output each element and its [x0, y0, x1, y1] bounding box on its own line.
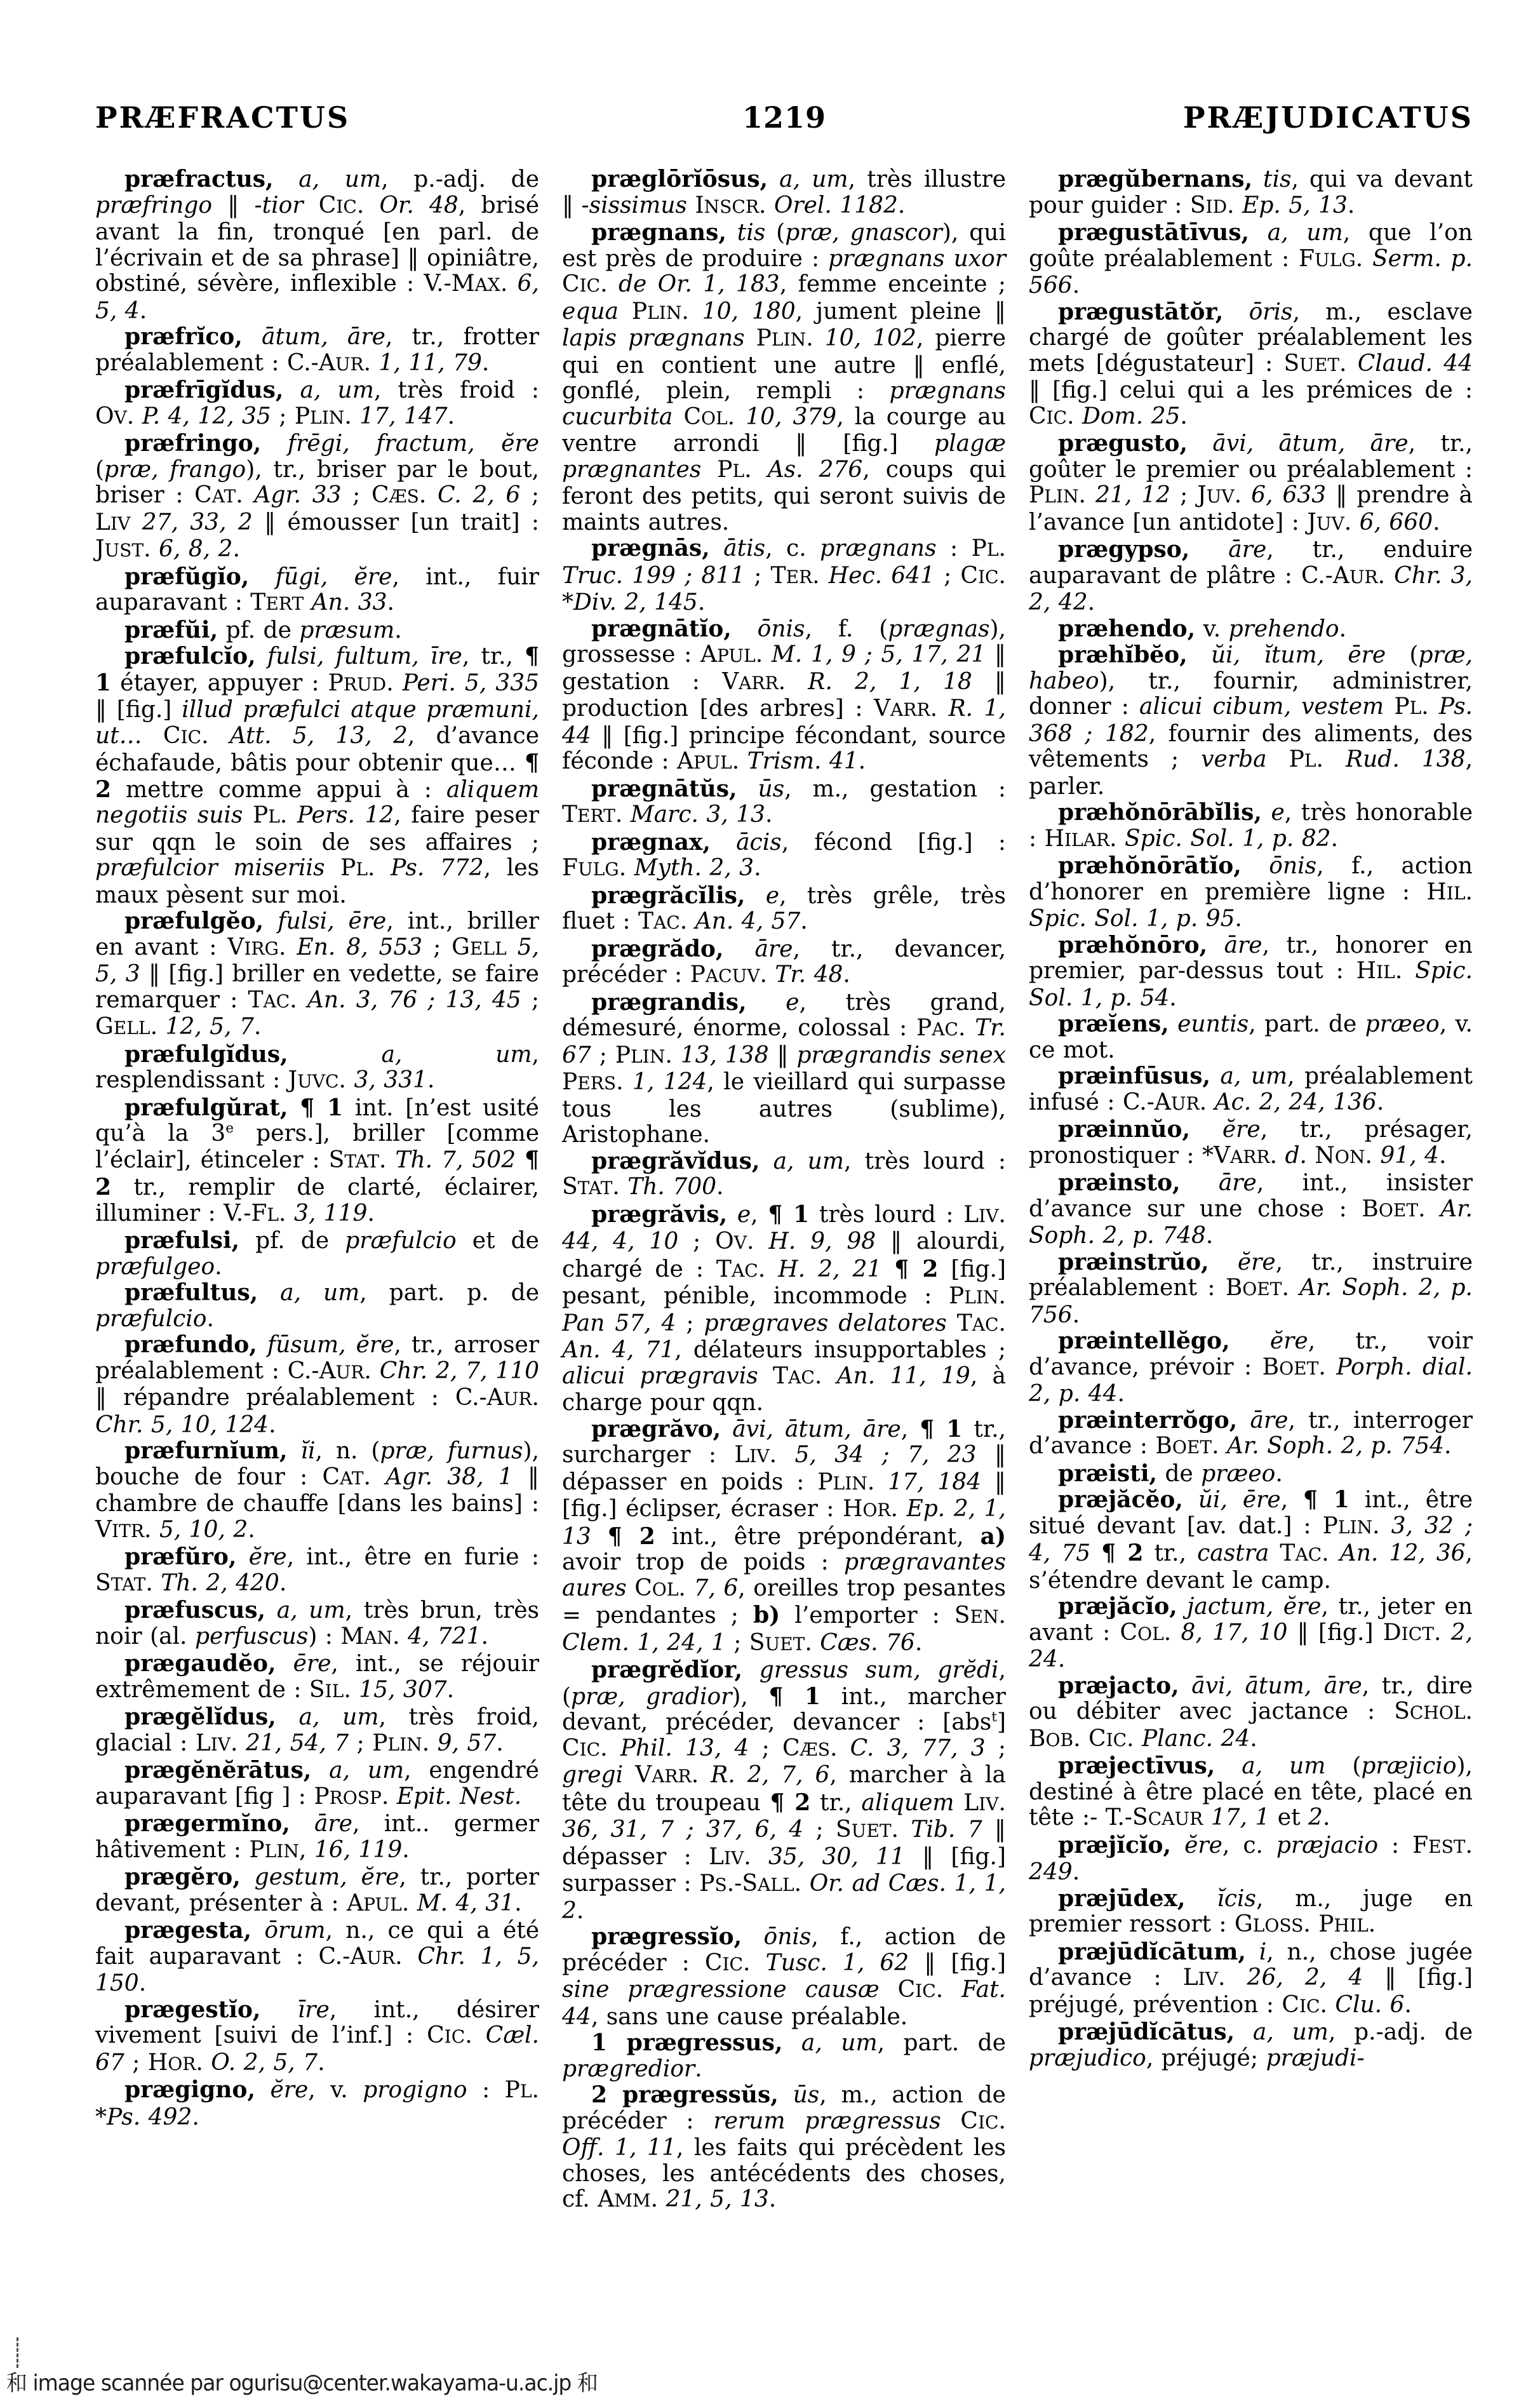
- entry-headword: præfractus,: [124, 166, 274, 192]
- entry-body: pf. de præsum.: [218, 617, 402, 643]
- entry-body: ĕre, c. præjacio : FEST. 249.: [1029, 1832, 1473, 1885]
- entry-body: ōnis, f. (prægnas), grossesse : APUL. M. 1, 9 ; 5, 17, 21 ‖ gestation : VARR. R. 2, 1, 18 ‖ production [des arbres] : VARR. R. 1, 44 ‖ [fig.] principe fécondant, source féconde : APUL. Trism. 41.: [562, 615, 1007, 774]
- dictionary-entry: [1029, 1408, 1473, 1461]
- entry-headword: prægigno,: [124, 2076, 255, 2103]
- entry-body: gressus sum, grĕdi, (præ, gradior), ¶ 1 int., marcher devant, précéder, devancer : [abs$^t$] CIC. Phil. 13, 4 ; CÆS. C. 3, 77, 3 ; gregi VARR. R. 2, 7, 6, marcher à la tête du troupeau ¶ 2 tr., aliquem LIV. 36, 31, 7 ; 37, 6, 4 ; SUET. Tib. 7 ‖ dépasser : LIV. 35, 30, 11 ‖ [fig.] surpasser : PS.-SALL. Or. ad Cæs. 1, 1, 2.: [562, 1657, 1007, 1924]
- entry-headword: præfrīgĭdus,: [124, 377, 284, 403]
- dictionary-entry: [95, 1757, 539, 1811]
- entry-body: ōris, m., esclave chargé de goûter préalablement les mets [dégustateur] : SUET. Claud. 44 ‖ [fig.] celui qui a les prémices de : CIC. Dom. 25.: [1029, 299, 1473, 429]
- entry-headword: præfŭi,: [124, 616, 218, 643]
- entry-body: āre, tr., honorer en premier, par-dessus tout : HIL. Spic. Sol. 1, p. 54.: [1029, 932, 1473, 1011]
- dictionary-entry: [1029, 537, 1473, 616]
- dictionary-entry: [95, 1811, 539, 1864]
- dictionary-entry: [1029, 932, 1473, 1012]
- dictionary-entry: [95, 1997, 539, 2078]
- entry-headword: præjectīvus,: [1058, 1752, 1215, 1779]
- entry-body: a, um (præjicio), destiné à être placé en tête, placé en tête :- T.-SCAUR 17, 1 et 2.: [1029, 1753, 1473, 1831]
- page-header: [95, 100, 1473, 141]
- dictionary-column-1: [95, 166, 539, 2326]
- entry-headword: prægnās,: [591, 535, 710, 561]
- entry-headword: præisti,: [1058, 1460, 1158, 1487]
- entry-body: āre, int., insister d’avance sur une chose : BOET. Ar. Soph. 2, p. 748.: [1029, 1170, 1473, 1249]
- header-right-guideword: PRÆJUDICATUS: [1182, 100, 1473, 135]
- dictionary-entry: [95, 1438, 539, 1544]
- dictionary-entry: [95, 1280, 539, 1332]
- entry-headword: præfŭro,: [124, 1543, 237, 1570]
- entry-headword: præinsto,: [1058, 1169, 1181, 1196]
- entry-headword: prægrădo,: [591, 935, 724, 962]
- scan-edge-artifact: [17, 2337, 18, 2368]
- dictionary-entry: [1029, 1063, 1473, 1117]
- dictionary-entry: [95, 1918, 539, 1997]
- entry-body: fulsi, fultum, īre, tr., ¶ 1 étayer, appuyer : PRUD. Peri. 5, 335 ‖ [fig.] illud præfulci atque præmuni, ut… CIC. Att. 5, 13, 2, d’avance échafaude, bâtis pour obtenir que… ¶ 2 mettre comme appui à : aliquem negotiis suis PL. Pers. 12, faire peser sur qqn le soin de ses affaires ; præfulcior miseriis PL. Ps. 772, les maux pèsent sur moi.: [95, 643, 540, 908]
- header-left-guideword: PRÆFRACTUS: [95, 100, 351, 135]
- entry-headword: præjăcĕo,: [1058, 1486, 1183, 1513]
- dictionary-entry: [562, 2030, 1006, 2082]
- dictionary-entry: [562, 1148, 1006, 1202]
- entry-headword: præfulcĭo,: [124, 643, 256, 669]
- entry-body: a, um, engendré auparavant [fig ] : PROSP. Epit. Nest.: [95, 1757, 539, 1810]
- entry-headword: præfulgŭrat,: [124, 1094, 288, 1121]
- dictionary-entry: [95, 1864, 539, 1918]
- entry-body: ēre, int., se réjouir extrêmement de : SIL. 15, 307.: [95, 1651, 539, 1703]
- entry-body: i, n., chose jugée d’avance : LIV. 26, 2, 4 ‖ [fig.] préjugé, prévention : CIC. Clu. 6.: [1029, 1939, 1473, 2018]
- entry-headword: præjūdĭcātum,: [1058, 1938, 1246, 1965]
- dictionary-entry: [562, 1924, 1006, 2030]
- dictionary-entry: [1029, 642, 1473, 800]
- dictionary-entry: [1029, 1594, 1473, 1673]
- entry-headword: præfurnĭum,: [124, 1437, 288, 1464]
- entry-body: ātum, āre, tr., frotter préalablement : C.-AUR. 1, 11, 79.: [95, 324, 540, 376]
- entry-headword: prægrandis,: [591, 988, 747, 1016]
- entry-headword: prægnātĭo,: [591, 615, 732, 642]
- entry-body: āvi, ātum, āre, tr., goûter le premier ou préalablement : PLIN. 21, 12 ; JUV. 6, 633 ‖ prendre à l’avance [un antidote] : JUV. 6, 660.: [1029, 431, 1473, 535]
- dictionary-entry: [562, 776, 1006, 830]
- dictionary-entry: [562, 1657, 1006, 1924]
- dictionary-entry: [95, 617, 539, 644]
- dictionary-entry: [95, 1095, 539, 1228]
- dictionary-entry: [1029, 1461, 1473, 1488]
- dictionary-entry: [95, 431, 539, 564]
- dictionary-entry: [1029, 1753, 1473, 1832]
- entry-body: ōrum, n., ce qui a été fait auparavant : C.-AUR. Chr. 1, 5, 150.: [95, 1918, 540, 1996]
- entry-body: ōnis, f., action de précéder : CIC. Tusc. 1, 62 ‖ [fig.] sine prægressione causæ CIC. Fat. 44, sans une cause préalable.: [562, 1924, 1006, 2030]
- entry-headword: præhŏnōrābĭlis,: [1058, 799, 1262, 826]
- entry-headword: prægnātŭs,: [591, 775, 737, 802]
- entry-body: āre, tr., enduire auparavant de plâtre : C.-AUR. Chr. 3, 2, 42.: [1029, 537, 1473, 615]
- entry-headword: præfuscus,: [124, 1597, 266, 1623]
- entry-headword: præintellĕgo,: [1058, 1327, 1230, 1354]
- dictionary-entry: [95, 1544, 539, 1597]
- dictionary-column-2: [562, 166, 1006, 2326]
- entry-body: ŭi, ĭtum, ēre (præ, habeo), tr., fournir, administrer, donner : alicui cibum, vestem PL. Ps. 368 ; 182, fournir des aliments, des vêtements ; verba PL. Rud. 138, parler.: [1029, 642, 1473, 800]
- dictionary-entry: [95, 1597, 539, 1651]
- entry-headword: præinterrŏgo,: [1058, 1406, 1238, 1434]
- entry-headword: 1 prægressus,: [591, 2029, 783, 2056]
- entry-body: a, um, p.-adj. de præfringo ‖ -tior CIC. Or. 48, brisé avant la fin, tronqué [en parl. de l’écrivain et de sa phrase] ‖ opiniâtre, obstiné, sévère, inflexible : V.-MAX. 6, 5, 4.: [95, 166, 540, 324]
- entry-body: e, très grêle, très fluet : TAC. An. 4, 57.: [562, 882, 1006, 934]
- dictionary-entry: [95, 1332, 539, 1438]
- dictionary-entry: [95, 166, 539, 324]
- entry-body: ācis, fécond [fig.] : FULG. Myth. 2, 3.: [562, 829, 1006, 881]
- entry-body: fūsum, ĕre, tr., arroser préalablement : C.-AUR. Chr. 2, 7, 110 ‖ répandre préalablement : C.-AUR. Chr. 5, 10, 124.: [95, 1332, 540, 1438]
- entry-body: ĕre, tr., voir d’avance, prévoir : BOET. Porph. dial. 2, p. 44.: [1029, 1328, 1473, 1407]
- entry-body: a, um, part. de prægredior.: [562, 2030, 1007, 2082]
- dictionary-entry: [95, 324, 539, 377]
- entry-headword: prægaudĕo,: [124, 1650, 276, 1677]
- entry-headword: præfultus,: [124, 1279, 258, 1306]
- dictionary-entry: [95, 377, 539, 431]
- dictionary-entry: [95, 1042, 539, 1095]
- entry-headword: præhŏnōro,: [1058, 931, 1208, 958]
- entry-body: a, um, très lourd : STAT. Th. 700.: [562, 1148, 1006, 1200]
- entry-headword: prægermĭno,: [124, 1810, 290, 1837]
- dictionary-entry: [1029, 431, 1473, 537]
- entry-headword: prægusto,: [1058, 430, 1188, 457]
- dictionary-entry: [95, 2077, 539, 2130]
- dictionary-entry: [95, 1651, 539, 1704]
- entry-headword: prægrăvo,: [591, 1415, 721, 1442]
- dictionary-entry: [562, 1416, 1006, 1658]
- dictionary-entry: [562, 166, 1006, 220]
- entry-headword: prægustātŏr,: [1058, 298, 1224, 325]
- entry-headword: prægestĭo,: [124, 1996, 261, 2023]
- entry-headword: præĭens,: [1058, 1011, 1169, 1037]
- entry-headword: præfrĭco,: [124, 323, 243, 350]
- entry-headword: præjūdex,: [1058, 1885, 1186, 1912]
- entry-headword: prægrăvis,: [591, 1200, 728, 1228]
- entry-body: a, um, très froid, glacial : LIV. 21, 54, 7 ; PLIN. 9, 57.: [95, 1704, 540, 1756]
- entry-body: āvi, ātum, āre, ¶ 1 tr., surcharger : LIV. 5, 34 ; 7, 23 ‖ dépasser en poids : PLIN. 17, 184 ‖ [fig.] éclipser, écraser : HOR. Ep. 2, 1, 13 ¶ 2 int., être prépondérant, a) avoir trop de poids : prægravantes aures COL. 7, 6, oreilles trop pesantes = pendantes ; b) l’emporter : SEN. Clem. 1, 24, 1 ; SUET. Cæs. 76.: [562, 1415, 1006, 1656]
- entry-headword: prægressĭo,: [591, 1923, 742, 1950]
- dictionary-entry: [1029, 616, 1473, 643]
- entry-body: a, um, très illustre ‖ -sissimus INSCR. Orel. 1182.: [562, 166, 1006, 218]
- entry-headword: prægĕro,: [124, 1864, 241, 1890]
- dictionary-entry: [562, 616, 1006, 776]
- entry-headword: 2 prægressŭs,: [591, 2081, 779, 2108]
- dictionary-entry: [562, 535, 1006, 616]
- entry-body: ātis, c. prægnans : PL. Truc. 199 ; 811 ; TER. Hec. 641 ; CIC. *Div. 2, 145.: [562, 535, 1006, 615]
- scan-credit: 和 image scannée par ogurisu@center.wakayama-u.ac.jp 和: [6, 2369, 598, 2396]
- dictionary-entry: [562, 936, 1006, 990]
- dictionary-entry: [1029, 1328, 1473, 1408]
- entry-headword: præfulgĭdus,: [124, 1040, 288, 1068]
- entry-body: jactum, ĕre, tr., jeter en avant : COL. 8, 17, 10 ‖ [fig.] DICT. 2, 24.: [1029, 1594, 1473, 1672]
- entry-body: a, um, très froid : OV. P. 4, 12, 35 ; PLIN. 17, 147.: [95, 377, 540, 429]
- dictionary-entry: [562, 2082, 1006, 2214]
- dictionary-columns: [95, 166, 1473, 2326]
- entry-headword: præjĭcĭo,: [1058, 1831, 1172, 1858]
- dictionary-entry: [1029, 853, 1473, 932]
- entry-body: a, um, p.-adj. de præjudico, préjugé; præjudi-: [1029, 2019, 1473, 2071]
- dictionary-entry: [1029, 1011, 1473, 1063]
- entry-body: euntis, part. de præeo, v. ce mot.: [1029, 1011, 1473, 1063]
- entry-body: ĕre, int., être en furie : STAT. Th. 2, 420.: [95, 1544, 540, 1596]
- dictionary-entry: [95, 643, 539, 908]
- dictionary-entry: [562, 830, 1006, 883]
- entry-headword: prægustātīvus,: [1058, 219, 1250, 246]
- dictionary-entry: [95, 1228, 539, 1280]
- entry-body: īre, int., désirer vivement [suivi de l’inf.] : CIC. Cæl. 67 ; HOR. O. 2, 5, 7.: [95, 1996, 539, 2076]
- entry-headword: prægesta,: [124, 1917, 252, 1944]
- entry-headword: prægypso,: [1058, 536, 1190, 563]
- entry-body: a, um, préalablement infusé : C.-AUR. Ac. 2, 24, 136.: [1029, 1063, 1473, 1115]
- entry-body: v. prehendo.: [1195, 615, 1347, 642]
- entry-headword: præinfūsus,: [1058, 1063, 1210, 1089]
- entry-headword: prægŭbernans,: [1058, 166, 1253, 192]
- entry-body: fulsi, ēre, int., briller en avant : VIRG. En. 8, 553 ; GELL 5, 5, 3 ‖ [fig.] briller en vedette, se faire remarquer : TAC. An. 3, 76 ; 13, 45 ; GELL. 12, 5, 7.: [95, 908, 540, 1040]
- entry-body: āvi, ātum, āre, tr., dire ou débiter avec jactance : SCHOL. BOB. CIC. Planc. 24.: [1029, 1672, 1473, 1752]
- entry-headword: præjacto,: [1058, 1672, 1179, 1699]
- entry-body: gestum, ĕre, tr., porter devant, présenter à : APUL. M. 4, 31.: [95, 1864, 539, 1916]
- entry-headword: præhŏnōrātĭo,: [1058, 852, 1242, 879]
- entry-headword: præglōrĭōsus,: [591, 166, 768, 192]
- entry-body: ĕre, tr., présager, pronostiquer : *VARR. d. NON. 91, 4.: [1029, 1117, 1473, 1169]
- entry-body: e, ¶ 1 très lourd : LIV. 44, 4, 10 ; OV. H. 9, 98 ‖ alourdi, chargé de : TAC. H. 2, 21 ¶ 2 [fig.] pesant, pénible, incommode : PLIN. Pan 57, 4 ; prægraves delatores TAC. An. 4, 71, délateurs insupportables ; alicui prægravis TAC. An. 11, 19, à charge pour qqn.: [562, 1200, 1007, 1416]
- entry-body: ĕre, v. progigno : PL. *Ps. 492.: [95, 2077, 539, 2130]
- dictionary-entry: [1029, 1117, 1473, 1170]
- dictionary-entry: [1029, 1939, 1473, 2020]
- entry-body: ŭi, ēre, ¶ 1 int., être situé devant [av. dat.] : PLIN. 3, 32 ; 4, 75 ¶ 2 tr., castra TAC. An. 12, 36, s’étendre devant le camp.: [1029, 1486, 1473, 1594]
- dictionary-entry: [95, 908, 539, 1042]
- entry-body: tis, qui va devant pour guider : SID. Ep. 5, 13.: [1029, 166, 1473, 218]
- dictionary-entry: [95, 564, 539, 617]
- dictionary-entry: [1029, 166, 1473, 220]
- entry-headword: præjăcĭo,: [1058, 1593, 1177, 1620]
- entry-body: e, très honorable : HILAR. Spic. Sol. 1, p. 82.: [1029, 800, 1473, 852]
- dictionary-entry: [1029, 1170, 1473, 1249]
- entry-body: a, um, très brun, très noir (al. perfuscus) : MAN. 4, 721.: [95, 1597, 539, 1650]
- entry-body: āre, tr., devancer, précéder : PACUV. Tr. 48.: [562, 936, 1006, 988]
- dictionary-entry: [562, 990, 1006, 1148]
- entry-body: de præeo.: [1157, 1460, 1283, 1487]
- dictionary-entry: [1029, 220, 1473, 299]
- entry-body: frēgi, fractum, ĕre (præ, frango), tr., briser par le bout, briser : CAT. Agr. 33 ; CÆS. C. 2, 6 ; LIV 27, 33, 2 ‖ émousser [un trait] : JUST. 6, 8, 2.: [95, 431, 540, 562]
- dictionary-entry: [1029, 299, 1473, 431]
- entry-body: āre, int.. germer hâtivement : PLIN, 16, 119.: [95, 1811, 540, 1863]
- entry-body: āre, tr., interroger d’avance : BOET. Ar. Soph. 2, p. 754.: [1029, 1407, 1473, 1459]
- dictionary-entry: [1029, 800, 1473, 853]
- entry-body: ¶ 1 int. [n’est usité qu’à la 3e pers.], briller [comme l’éclair], étinceler : STAT. Th. 7, 502 ¶ 2 tr., remplir de clarté, éclairer, illuminer : V.-FL. 3, 119.: [95, 1094, 540, 1227]
- entry-body: ōnis, f., action d’honorer en première ligne : HIL. Spic. Sol. 1, p. 95.: [1029, 853, 1473, 932]
- dictionary-entry: [562, 1202, 1006, 1416]
- dictionary-entry: [562, 883, 1006, 936]
- entry-headword: præfulgĕo,: [124, 908, 264, 934]
- entry-body: ūs, m., action de précéder : rerum prægressus CIC. Off. 1, 11, les faits qui précèdent les choses, les antécédents des choses, cf. AMM. 21, 5, 13.: [562, 2082, 1006, 2212]
- entry-body: e, très grand, démesuré, énorme, colossal : PAC. Tr. 67 ; PLIN. 13, 138 ‖ prægrandis senex PERS. 1, 124, le vieillard qui surpasse tous les autres (sublime), Aristophane.: [562, 989, 1007, 1148]
- entry-headword: præinstrŭo,: [1058, 1248, 1209, 1275]
- dictionary-entry: [1029, 2019, 1473, 2071]
- entry-body: pf. de præfulcio et de præfulgeo.: [95, 1228, 539, 1280]
- entry-headword: prægnans,: [591, 219, 726, 246]
- entry-body: fūgi, ĕre, int., fuir auparavant : TERT An. 33.: [95, 563, 539, 615]
- dictionary-entry: [1029, 1886, 1473, 1939]
- dictionary-entry: [1029, 1832, 1473, 1886]
- entry-body: ūs, m., gestation : TERT. Marc. 3, 13.: [562, 776, 1006, 828]
- entry-headword: præhĭbĕo,: [1058, 642, 1188, 668]
- entry-body: tis (præ, gnascor), qui est près de produire : prægnans uxor CIC. de Or. 1, 183, femme enceinte ; equa PLIN. 10, 180, jument pleine ‖ lapis prægnans PLIN. 10, 102, pierre qui en contient une autre ‖ enflé, gonflé, plein, rempli : prægnans cucurbita COL. 10, 379, la courge au ventre arrondi ‖ [fig.] plagæ prægnantes PL. As. 276, coups qui feront des petits, qui seront suivis de maints autres.: [562, 220, 1007, 535]
- entry-body: ĭi, n. (præ, furnus), bouche de four : CAT. Agr. 38, 1 ‖ chambre de chauffe [dans les bains] : VITR. 5, 10, 2.: [95, 1438, 539, 1543]
- dictionary-entry: [1029, 1487, 1473, 1594]
- entry-headword: prægĕlĭdus,: [124, 1704, 276, 1730]
- entry-headword: præfringo,: [124, 430, 262, 457]
- entry-headword: præfulsi,: [124, 1227, 240, 1254]
- page-number: 1219: [742, 100, 827, 135]
- dictionary-entry: [1029, 1673, 1473, 1754]
- entry-headword: prægnax,: [591, 828, 711, 856]
- entry-headword: præhendo,: [1058, 615, 1196, 642]
- dictionary-entry: [1029, 1249, 1473, 1329]
- entry-headword: præfundo,: [124, 1331, 257, 1358]
- entry-headword: præinnŭo,: [1058, 1116, 1190, 1143]
- entry-body: ĕre, tr., instruire préalablement : BOET. Ar. Soph. 2, p. 756.: [1029, 1249, 1473, 1328]
- entry-body: a, um, resplendissant : JUVC. 3, 331.: [95, 1041, 539, 1093]
- entry-body: a, um, que l’on goûte préalablement : FULG. Serm. p. 566.: [1029, 220, 1473, 299]
- entry-headword: prægrăvĭdus,: [591, 1147, 760, 1174]
- entry-headword: prægĕnĕrātus,: [124, 1757, 312, 1784]
- entry-body: a, um, part. p. de præfulcio.: [95, 1280, 539, 1332]
- entry-body: ĭcis, m., juge en premier ressort : GLOSS. PHIL.: [1029, 1885, 1473, 1937]
- dictionary-entry: [562, 220, 1006, 535]
- dictionary-entry: [95, 1704, 539, 1757]
- entry-headword: prægrĕdĭor,: [591, 1657, 743, 1683]
- entry-headword: præfŭgĭo,: [124, 563, 250, 590]
- dictionary-column-3: [1029, 166, 1473, 2326]
- entry-headword: prægrăcĭlis,: [591, 882, 746, 909]
- entry-headword: præjūdĭcātus,: [1058, 2019, 1235, 2045]
